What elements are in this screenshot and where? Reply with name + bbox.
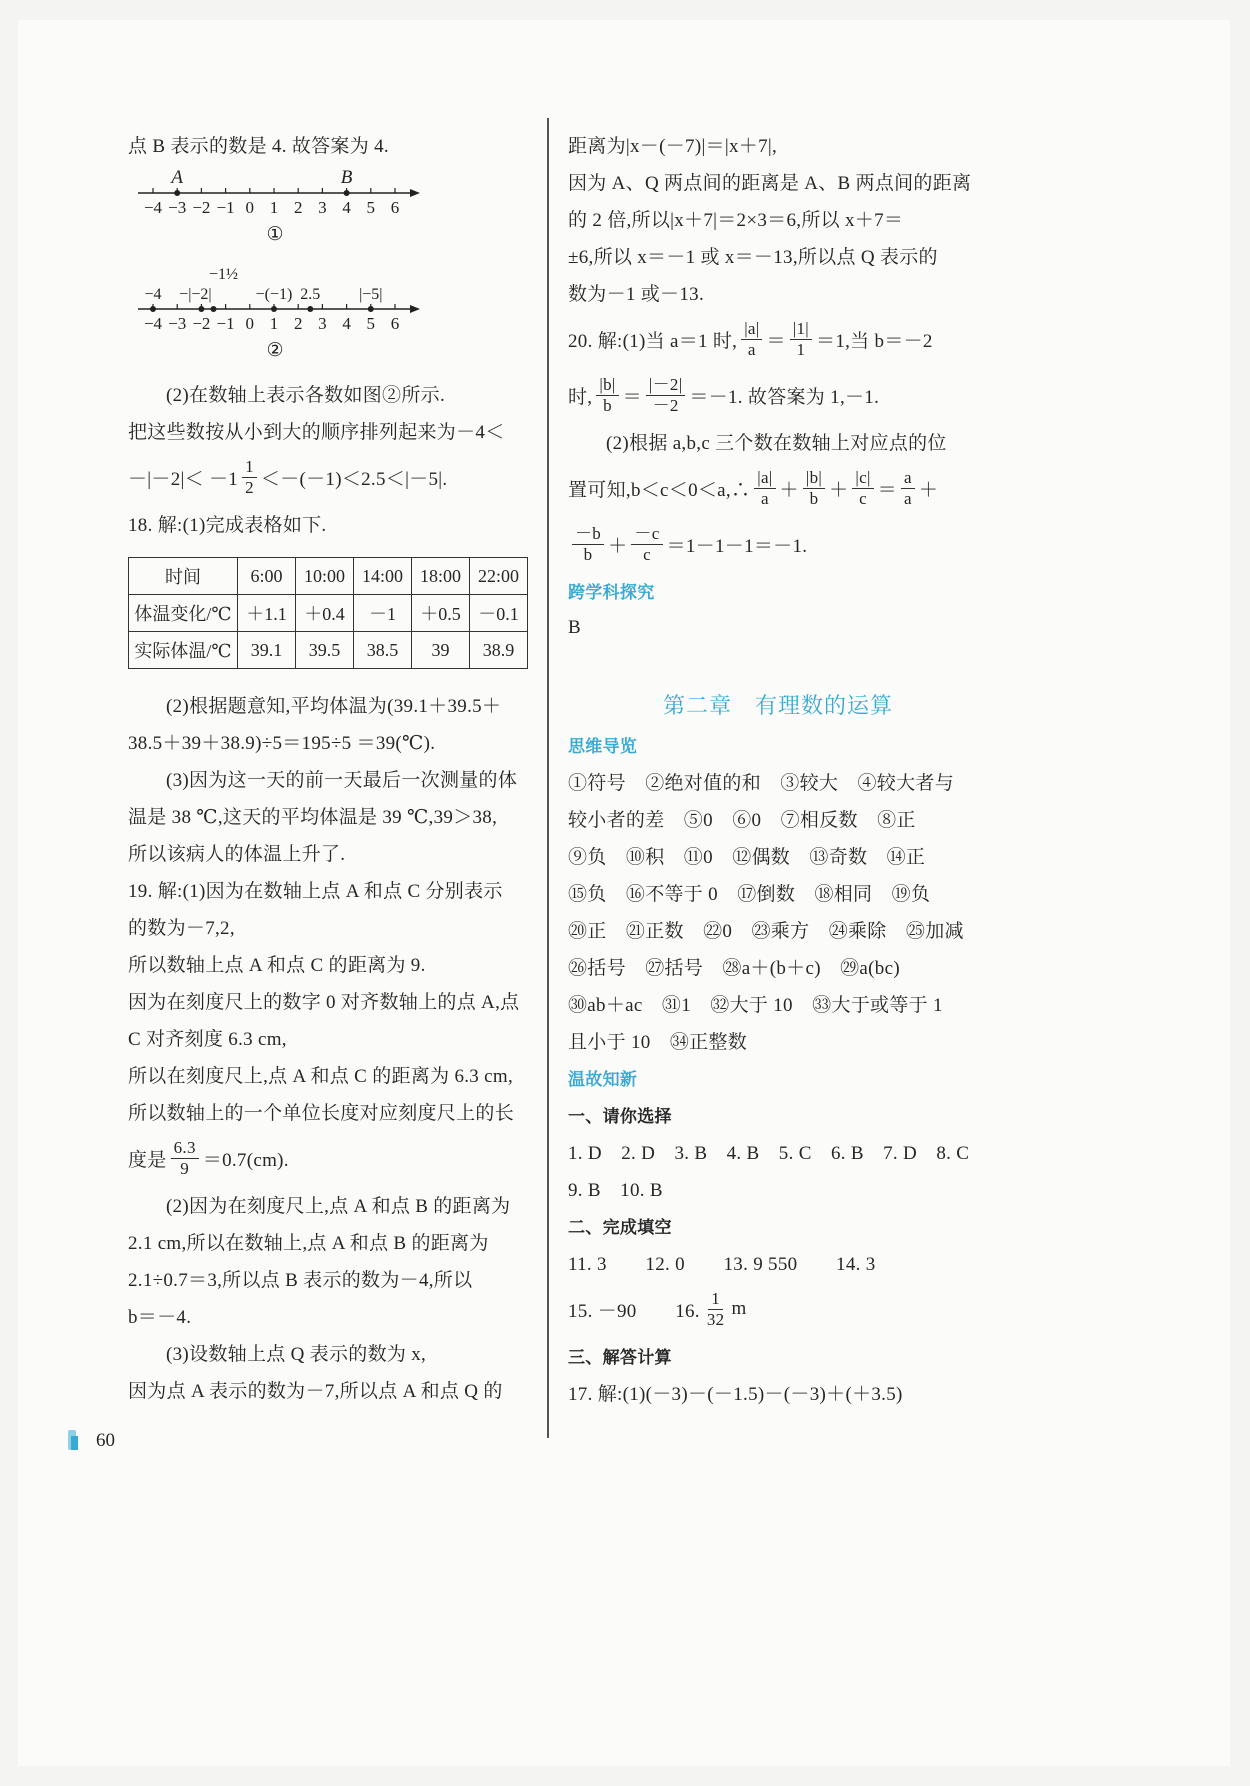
text-line [568, 985, 988, 1022]
text-segment: ＋ [829, 479, 849, 501]
text-segment: ㉖括号 ㉗括号 ㉘a＋(b＋c) ㉙a(bc) [568, 958, 900, 979]
text-line [568, 763, 988, 800]
text-segment: 15. －90 16. [568, 1300, 700, 1322]
tick-label: 6 [390, 198, 400, 217]
number-line-figure [128, 163, 538, 249]
numerator: a [901, 468, 915, 489]
table-cell: ＋0.4 [296, 595, 354, 632]
text-line [128, 1223, 538, 1260]
text-line [128, 1260, 538, 1297]
tick-label: 5 [366, 314, 376, 333]
table-header-cell: 10:00 [296, 558, 354, 595]
right-column [568, 126, 988, 1411]
text-segment: 一、请你选择 [568, 1107, 672, 1127]
fraction [704, 1289, 728, 1329]
point-label: −4 [144, 286, 162, 303]
text-line [128, 126, 538, 163]
book-icon [66, 1426, 80, 1454]
text-line [128, 871, 538, 908]
tick-label: 0 [245, 314, 255, 333]
denominator: 1 [796, 339, 806, 359]
text-segment: (3)设数轴上点 Q 表示的数为 x, [166, 1344, 427, 1365]
data-point [198, 306, 204, 312]
numerator: |1| [790, 319, 812, 340]
text-segment: 较小者的差 ⑤0 ⑥0 ⑦相反数 ⑧正 [568, 810, 916, 831]
figure-caption: ① [266, 224, 284, 245]
table-cell: 39 [412, 632, 470, 669]
text-line [568, 911, 988, 948]
table-row [129, 595, 528, 632]
tick-label: 5 [366, 198, 376, 217]
denominator: a [760, 488, 769, 508]
text-line [568, 837, 988, 874]
text-line [568, 874, 988, 911]
fraction [171, 1138, 199, 1178]
text-line [568, 1022, 988, 1059]
text-line [128, 505, 538, 542]
section-heading [568, 1059, 988, 1096]
denominator: b [809, 488, 819, 508]
tick-label: −1 [216, 314, 235, 333]
denominator: c [643, 544, 651, 564]
tick-label: −4 [143, 314, 163, 333]
tick-label: 6 [390, 314, 400, 333]
tick-label: −2 [192, 314, 211, 333]
text-segment: 温故知新 [568, 1070, 638, 1090]
numerator: |b| [803, 468, 825, 489]
denominator: 32 [706, 1309, 725, 1329]
text-segment: 所以该病人的体温上升了. [128, 844, 346, 865]
text-segment: 点 B 表示的数是 4. 故答案为 4. [128, 136, 389, 157]
data-point [271, 306, 277, 312]
text-segment: 度是 [128, 1149, 167, 1171]
denominator: a [903, 488, 912, 508]
text-line [568, 163, 988, 200]
text-line [128, 1371, 538, 1408]
text-line [128, 1186, 538, 1223]
numerator: |a| [741, 319, 762, 340]
text-segment: ＝ [766, 330, 786, 352]
text-segment: 因为点 A 表示的数为－7,所以点 A 和点 Q 的 [128, 1381, 503, 1402]
denominator: c [859, 488, 867, 508]
text-segment: (2)根据 a,b,c 三个数在数轴上对应点的位 [606, 433, 947, 454]
text-segment: (2)因为在刻度尺上,点 A 和点 B 的距离为 [166, 1196, 511, 1217]
text-segment: ＜－(－1)＜2.5＜|－5|. [260, 468, 448, 490]
numerator: 1 [242, 457, 257, 478]
point-label: |−5| [359, 286, 383, 303]
section-heading [568, 726, 988, 763]
text-segment: 1. D 2. D 3. B 4. B 5. C 6. B 7. D 8. C [568, 1143, 970, 1164]
text-line [128, 723, 538, 760]
numerator: 1 [708, 1289, 723, 1310]
text-segment: 因为 A、Q 两点间的距离是 A、B 两点间的距离 [568, 173, 972, 194]
numerator: －b [572, 524, 604, 545]
text-segment: 的数为－7,2, [128, 918, 235, 939]
text-line [568, 1281, 988, 1337]
table-cell: 39.1 [238, 632, 296, 669]
text-line [128, 760, 538, 797]
table-header-cell: 18:00 [412, 558, 470, 595]
text-segment: m [731, 1298, 747, 1319]
table-cell: 38.9 [470, 632, 528, 669]
text-line [128, 412, 538, 449]
number-line-figure [128, 249, 538, 375]
fraction [852, 468, 873, 508]
denominator: b [603, 395, 612, 415]
text-segment: ＝1－1－1＝－1. [666, 535, 808, 557]
data-point [211, 306, 217, 312]
text-line [568, 311, 988, 367]
denominator: b [583, 544, 593, 564]
text-line [128, 1334, 538, 1371]
text-line [568, 800, 988, 837]
tick-label: 3 [318, 198, 327, 217]
fraction [803, 468, 825, 508]
text-segment: ＋ [918, 479, 939, 501]
text-segment: 二、完成填空 [568, 1218, 672, 1238]
text-segment: 距离为|x－(－7)|＝|x＋7|, [568, 136, 778, 157]
text-segment: ⑮负 ⑯不等于 0 ⑰倒数 ⑱相同 ⑲负 [568, 884, 931, 905]
text-line [128, 686, 538, 723]
point-label: −1½ [208, 266, 239, 283]
text-segment: ①符号 ②绝对值的和 ③较大 ④较大者与 [568, 773, 955, 794]
tick-label: 4 [342, 198, 351, 217]
text-segment: 数为－1 或－13. [568, 284, 705, 305]
tick-label: −4 [143, 198, 163, 217]
table-cell: 38.5 [354, 632, 412, 669]
text-segment: 19. 解:(1)因为在数轴上点 A 和点 C 分别表示 [128, 881, 503, 902]
data-point [344, 190, 350, 196]
text-line [128, 1019, 538, 1056]
text-segment: ±6,所以 x＝－1 或 x＝－13,所以点 Q 表示的 [568, 247, 938, 268]
text-segment: B [568, 616, 581, 638]
left-column [128, 126, 538, 1408]
text-segment: 置可知,b＜c＜0＜a,∴ [568, 479, 751, 501]
text-segment: 因为在刻度尺上的数字 0 对齐数轴上的点 A,点 [128, 992, 520, 1013]
tick-label: 1 [269, 198, 279, 217]
text-line [128, 1130, 538, 1186]
fraction [596, 375, 618, 415]
numerator: |－2| [646, 375, 686, 396]
denominator: 9 [180, 1158, 190, 1178]
text-line [568, 237, 988, 274]
text-segment: 2.1÷0.7＝3,所以点 B 表示的数为－4,所以 [128, 1270, 473, 1291]
numerator: |a| [754, 468, 775, 489]
data-point [307, 306, 313, 312]
tick-label: −3 [168, 198, 187, 217]
fraction [572, 524, 604, 564]
text-segment: 所以在刻度尺上,点 A 和点 C 的距离为 6.3 cm, [128, 1066, 514, 1087]
data-point [150, 306, 156, 312]
text-segment: ＋ [608, 535, 628, 557]
numerator: －c [631, 524, 662, 545]
tick-label: 1 [269, 314, 279, 333]
text-line [128, 1056, 538, 1093]
text-segment: (2)在数轴上表示各数如图②所示. [166, 385, 446, 406]
point-label: −|−2| [179, 286, 212, 303]
text-line [128, 834, 538, 871]
text-segment: 所以数轴上的一个单位长度对应刻度尺上的长 [128, 1103, 515, 1124]
text-segment: 温是 38 ℃,这天的平均体温是 39 ℃,39＞38, [128, 807, 498, 828]
denominator: a [747, 339, 756, 359]
column-divider [547, 118, 549, 1438]
text-line [568, 423, 988, 460]
table-header-cell: 14:00 [354, 558, 412, 595]
chapter-title [568, 646, 988, 726]
numerator: 6.3 [171, 1138, 199, 1159]
text-segment: b＝－4. [128, 1307, 192, 1328]
text-line [568, 1374, 988, 1411]
temperature-table [128, 557, 528, 669]
text-segment: 所以数轴上点 A 和点 C 的距离为 9. [128, 955, 426, 976]
text-segment: (2)根据题意知,平均体温为(39.1＋39.5＋ [166, 696, 502, 717]
text-segment: C 对齐刻度 6.3 cm, [128, 1029, 287, 1050]
tick-label: 4 [342, 314, 351, 333]
text-segment: ⑳正 ㉑正数 ㉒0 ㉓乘方 ㉔乘除 ㉕加减 [568, 921, 964, 942]
text-line [568, 948, 988, 985]
text-segment: 11. 3 12. 0 13. 9 550 14. 3 [568, 1254, 876, 1275]
section-heading [568, 572, 988, 609]
table-row [129, 632, 528, 669]
text-segment: 时, [568, 386, 593, 408]
subsection-heading [568, 1337, 988, 1374]
number-line [128, 249, 428, 375]
fraction [646, 375, 686, 415]
text-segment: 9. B 10. B [568, 1180, 663, 1201]
subsection-heading [568, 1096, 988, 1133]
text-segment: 17. 解:(1)(－3)－(－1.5)－(－3)＋(＋3.5) [568, 1384, 903, 1405]
text-segment: ㉚ab＋ac ㉛1 ㉜大于 10 ㉝大于或等于 1 [568, 995, 943, 1016]
tick-label: 2 [293, 198, 303, 217]
text-line [568, 126, 988, 163]
text-line [128, 982, 538, 1019]
numerator: |b| [596, 375, 618, 396]
table-header-cell: 22:00 [470, 558, 528, 595]
table-cell: ＋0.5 [412, 595, 470, 632]
tick-label: −1 [216, 198, 235, 217]
text-segment: 18. 解:(1)完成表格如下. [128, 515, 327, 536]
tick-label: 0 [245, 198, 255, 217]
text-line [568, 1170, 988, 1207]
table-cell: ＋1.1 [238, 595, 296, 632]
text-line [568, 1244, 988, 1281]
text-line [568, 609, 988, 646]
text-line [128, 945, 538, 982]
fraction [242, 457, 257, 497]
data-point [368, 306, 374, 312]
data-point [174, 190, 180, 196]
table-cell: 体温变化/℃ [129, 595, 238, 632]
text-line [128, 797, 538, 834]
table-cell: 39.5 [296, 632, 354, 669]
text-segment: －|－2|＜ －1 [128, 468, 239, 490]
text-line [568, 1133, 988, 1170]
arrow-icon [410, 305, 420, 313]
fraction [901, 468, 915, 508]
table-header-cell: 时间 [129, 558, 238, 595]
text-segment: 38.5＋39＋38.9)÷5＝195÷5 ＝39(℃). [128, 733, 436, 754]
arrow-icon [410, 189, 420, 197]
point-label: −(−1) [255, 286, 293, 303]
text-segment: 20. 解:(1)当 a＝1 时, [568, 330, 738, 352]
text-line [568, 200, 988, 237]
text-segment: ＝－1. 故答案为 1,－1. [689, 386, 880, 408]
text-segment: 三、解答计算 [568, 1348, 672, 1368]
text-line [128, 375, 538, 412]
table-cell: 实际体温/℃ [129, 632, 238, 669]
text-segment: ＝1,当 b＝－2 [816, 330, 933, 352]
text-line [128, 449, 538, 505]
text-line [128, 908, 538, 945]
point-label: B [340, 167, 353, 188]
denominator: 2 [245, 477, 254, 497]
text-segment: 第二章 有理数的运算 [662, 694, 893, 719]
fraction [631, 524, 662, 564]
table-row [129, 558, 528, 595]
text-segment: 跨学科探究 [568, 583, 655, 603]
text-segment: 的 2 倍,所以|x＋7|＝2×3＝6,所以 x＋7＝ [568, 210, 904, 231]
fraction [754, 468, 775, 508]
page-number: 60 [96, 1430, 115, 1451]
text-segment: 且小于 10 ㉞正整数 [568, 1032, 748, 1053]
text-segment: ＝0.7(cm). [202, 1149, 289, 1171]
point-label: 2.5 [300, 286, 321, 303]
text-segment: 把这些数按从小到大的顺序排列起来为－4＜ [128, 422, 505, 443]
text-line [568, 274, 988, 311]
subsection-heading [568, 1207, 988, 1244]
text-segment: (3)因为这一天的前一天最后一次测量的体 [166, 770, 518, 791]
text-line [568, 460, 988, 516]
text-segment: 2.1 cm,所以在数轴上,点 A 和点 B 的距离为 [128, 1233, 489, 1254]
text-segment: ⑨负 ⑩积 ⑪0 ⑫偶数 ⑬奇数 ⑭正 [568, 847, 926, 868]
text-segment: ＝ [877, 479, 897, 501]
numerator: |c| [852, 468, 873, 489]
text-segment: 思维导览 [568, 737, 638, 757]
text-line [128, 1093, 538, 1130]
number-line [128, 163, 428, 249]
tick-label: 2 [293, 314, 303, 333]
table-cell: －1 [354, 595, 412, 632]
table-wrapper [128, 542, 538, 686]
fraction [790, 319, 812, 359]
figure-caption: ② [266, 340, 284, 361]
denominator: －2 [652, 395, 679, 415]
text-segment: ＝ [622, 386, 642, 408]
tick-label: 3 [318, 314, 327, 333]
table-cell: －0.1 [470, 595, 528, 632]
text-line [568, 367, 988, 423]
text-line [568, 516, 988, 572]
fraction [741, 319, 762, 359]
point-label: A [171, 167, 184, 188]
text-segment: ＋ [779, 479, 799, 501]
tick-label: −2 [192, 198, 211, 217]
text-line [128, 1297, 538, 1334]
table-header-cell: 6:00 [238, 558, 296, 595]
tick-label: −3 [168, 314, 187, 333]
